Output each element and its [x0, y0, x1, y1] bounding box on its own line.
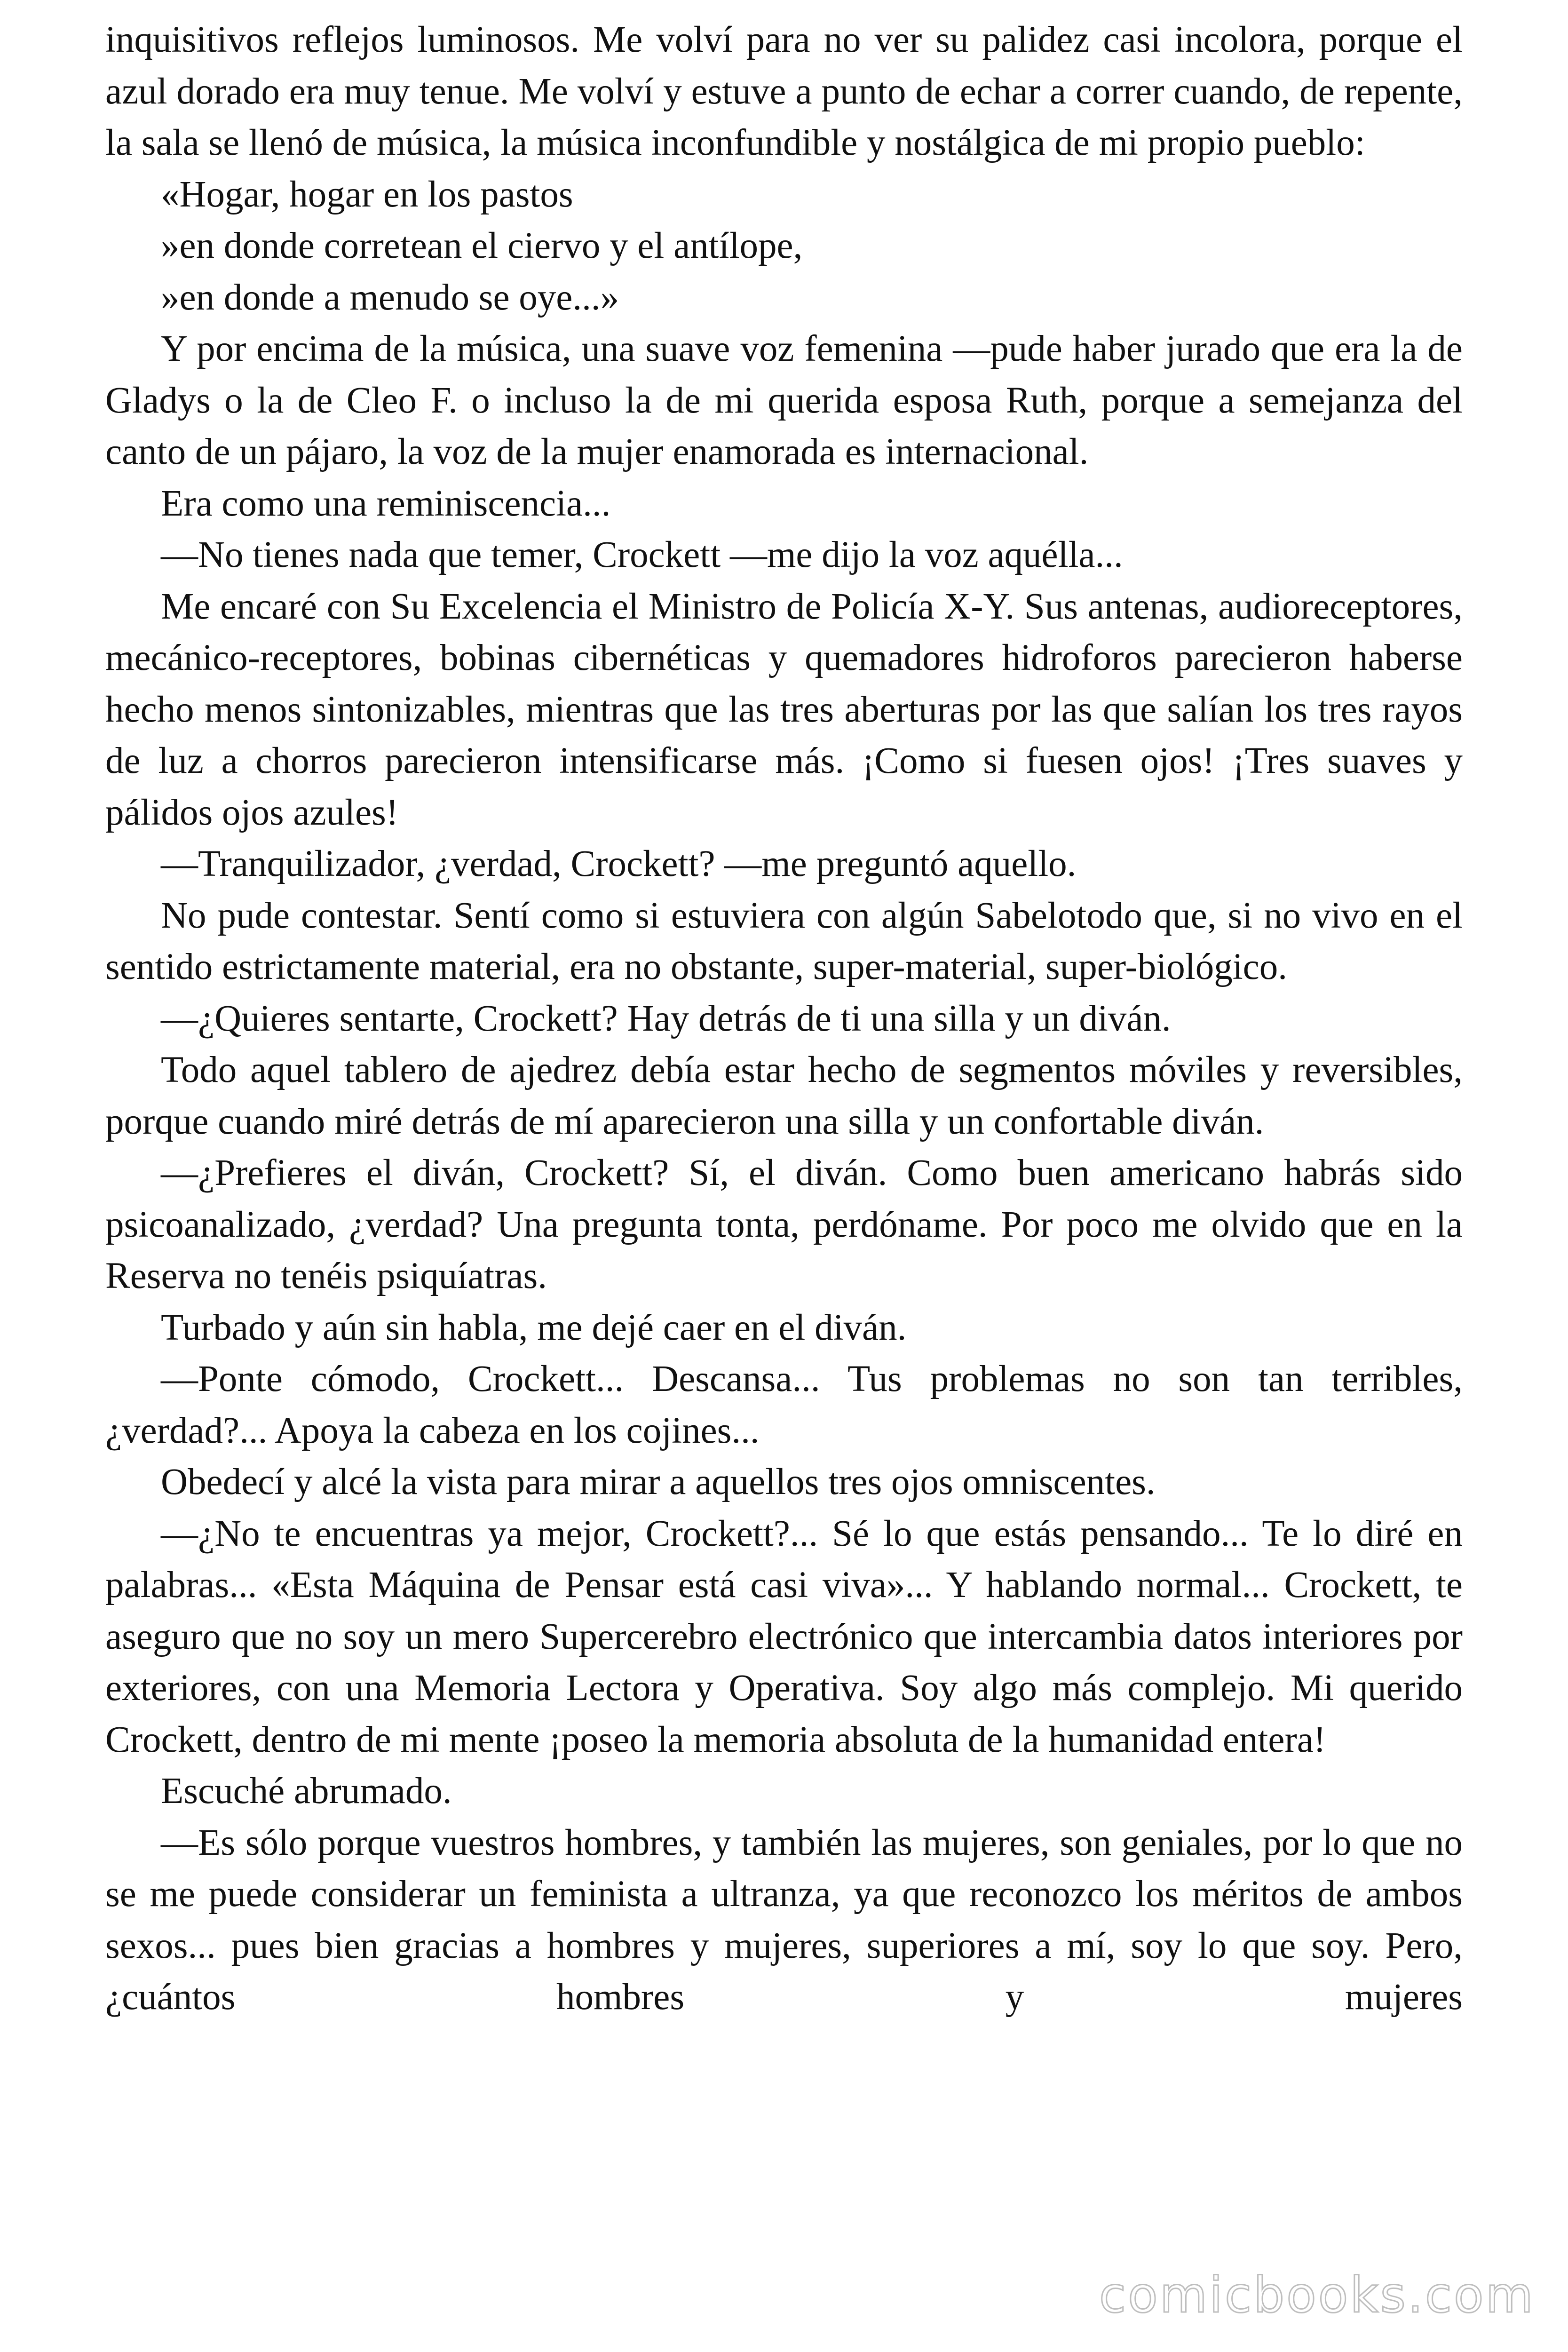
watermark: comicbooks.com: [1099, 2266, 1535, 2324]
paragraph-19: —Es sólo porque vuestros hombres, y también las mujeres, son geniales, por lo que no se me puede considerar un feminista a ultranza, ya que reconozco los méritos de ambos sexos... pues bien gracias a hombres y mujeres, superiores a mí, soy lo que soy. Pero, ¿cuántos hombres y mujeres: [105, 1822, 1463, 2018]
paragraph-6: Era como una reminiscencia...: [161, 483, 611, 524]
paragraph-18: Escuché abrumado.: [161, 1771, 452, 1812]
paragraph-1: inquisitivos reflejos luminosos. Me volví para no ver su palidez casi incolora, porque el azul dorado era muy tenue. Me volví y estuve a punto de echar a correr cuando, de repente, la sala se llenó de música, la música inconfundible y nostálgica de mi propio pueblo:: [105, 19, 1463, 163]
paragraph-17: —¿No te encuentras ya mejor, Crockett?... Sé lo que estás pensando... Te lo diré en palabras... «Esta Máquina de Pensar está casi viva»... Y hablando normal... Crockett, te aseguro que no soy un mero Supercerebro electrónico que intercambia datos interiores por exteriores, con una Memoria Lectora y Operativa. Soy algo más complejo. Mi querido Crockett, dentro de mi mente ¡poseo la memoria absoluta de la humanidad entera!: [105, 1513, 1463, 1760]
paragraph-11: —¿Quieres sentarte, Crockett? Hay detrás de ti una silla y un diván.: [161, 998, 1171, 1039]
verse-line-1: «Hogar, hogar en los pastos: [161, 174, 573, 215]
verse-line-2: »en donde corretean el ciervo y el antílope,: [161, 225, 803, 266]
paragraph-16: Obedecí y alcé la vista para mirar a aquellos tres ojos omniscentes.: [161, 1462, 1156, 1502]
paragraph-15: —Ponte cómodo, Crockett... Descansa... Tus problemas no son tan terribles, ¿verdad?... Apoya la cabeza en los cojines...: [105, 1359, 1463, 1451]
verse-line-3: »en donde a menudo se oye...»: [161, 277, 619, 318]
paragraph-9: —Tranquilizador, ¿verdad, Crockett? —me preguntó aquello.: [161, 843, 1077, 884]
paragraph-5: Y por encima de la música, una suave voz femenina —pude haber jurado que era la de Gladys o la de Cleo F. o incluso la de mi querida esposa Ruth, porque a semejanza del canto de un pájaro, la voz de la mujer enamorada es internacional.: [105, 328, 1463, 472]
paragraph-7: —No tienes nada que temer, Crockett —me dijo la voz aquélla...: [161, 534, 1123, 575]
paragraph-12: Todo aquel tablero de ajedrez debía estar hecho de segmentos móviles y reversibles, porque cuando miré detrás de mí aparecieron una silla y un confortable diván.: [105, 1049, 1463, 1142]
paragraph-13: —¿Prefieres el diván, Crockett? Sí, el diván. Como buen americano habrás sido psicoanalizado, ¿verdad? Una pregunta tonta, perdóname. Por poco me olvido que en la Reserva no tenéis psiquíatras.: [105, 1152, 1463, 1296]
text-body: [105, 14, 1463, 2023]
paragraph-8: Me encaré con Su Excelencia el Ministro de Policía X-Y. Sus antenas, audioreceptores, mecánico-receptores, bobinas cibernéticas y quemadores hidroforos parecieron haberse hecho menos sintonizables, mientras que las tres aberturas por las que salían los tres rayos de luz a chorros parecieron intensificarse más. ¡Como si fuesen ojos! ¡Tres suaves y pálidos ojos azules!: [105, 586, 1463, 833]
paragraph-14: Turbado y aún sin habla, me dejé caer en el diván.: [161, 1307, 907, 1348]
paragraph-10: No pude contestar. Sentí como si estuviera con algún Sabelotodo que, si no vivo en el sentido estrictamente material, era no obstante, super-material, super-biológico.: [105, 895, 1463, 987]
